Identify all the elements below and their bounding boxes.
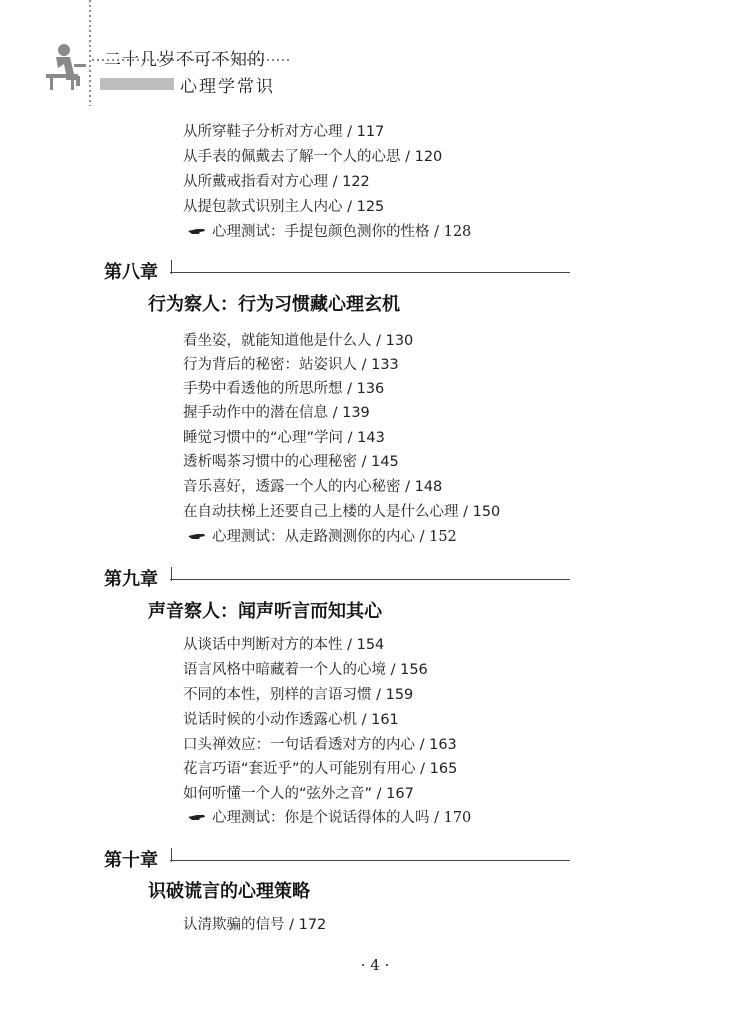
toc-entry[interactable]: 行为背后的秘密：站姿识人 / 133 [183, 357, 399, 373]
chapter-rule [170, 579, 570, 580]
toc-quiz-label: 心理测试：你是个说话得体的人吗 / 170 [212, 810, 472, 826]
toc-entry[interactable]: 从提包款式识别主人内心 / 125 [183, 199, 385, 215]
toc-entry[interactable]: 音乐喜好，透露一个人的内心秘密 / 148 [183, 479, 443, 495]
toc-entry[interactable]: 透析喝茶习惯中的心理秘密 / 145 [183, 454, 399, 470]
pointing-hand-icon [188, 531, 206, 541]
toc-entry[interactable]: 认清欺骗的信号 / 172 [183, 917, 327, 933]
toc-entry[interactable]: 语言风格中暗藏着一个人的心境 / 156 [183, 662, 428, 678]
toc-quiz-entry[interactable] [188, 806, 471, 827]
toc-quiz-label: 心理测试：手提包颜色测你的性格 / 128 [212, 224, 472, 240]
toc-entry[interactable]: 睡觉习惯中的“心理”学问 / 143 [183, 430, 385, 446]
chapter-title[interactable]: 行为察人：行为习惯藏心理玄机 [148, 294, 400, 315]
chapter-label: 第九章 [104, 569, 158, 590]
toc-quiz-entry[interactable] [188, 525, 457, 546]
toc-entry[interactable]: 如何听懂一个人的“弦外之音” / 167 [183, 786, 414, 802]
toc-quiz-entry[interactable] [188, 220, 471, 241]
toc-quiz-label: 心理测试：从走路测测你的内心 / 152 [212, 529, 457, 545]
toc-entry[interactable]: 手势中看透他的所思所想 / 136 [183, 381, 385, 397]
chapter-label: 第八章 [104, 262, 158, 283]
toc-entry[interactable]: 不同的本性，别样的言语习惯 / 159 [183, 687, 414, 703]
chapter-title[interactable]: 识破谎言的心理策略 [148, 881, 310, 902]
chapter-rule [170, 860, 570, 861]
header-book-title-line1: 二十几岁不可不知的 [104, 50, 266, 70]
reading-person-icon [46, 44, 86, 90]
pointing-hand-icon [188, 226, 206, 236]
chapter-title[interactable]: 声音察人：闻声听言而知其心 [148, 601, 382, 622]
pointing-hand-icon [188, 812, 206, 822]
toc-entry[interactable]: 从谈话中判断对方的本性 / 154 [183, 637, 385, 653]
toc-entry[interactable]: 在自动扶梯上还要自己上楼的人是什么心理 / 150 [183, 504, 501, 520]
toc-entry[interactable]: 握手动作中的潜在信息 / 139 [183, 405, 370, 421]
chapter-label: 第十章 [104, 850, 158, 871]
toc-entry[interactable]: 口头禅效应：一句话看透对方的内心 / 163 [183, 737, 457, 753]
chapter-rule [170, 272, 570, 273]
toc-entry[interactable]: 花言巧语“套近乎”的人可能别有用心 / 165 [183, 761, 458, 777]
toc-entry[interactable]: 从手表的佩戴去了解一个人的心思 / 120 [183, 149, 443, 165]
toc-entry[interactable]: 从所戴戒指看对方心理 / 122 [183, 174, 370, 190]
header-book-title-line2: 心理学常识 [180, 77, 275, 97]
toc-entry[interactable]: 说话时候的小动作透露心机 / 161 [183, 712, 399, 728]
page-number: · 4 · [360, 956, 390, 974]
toc-entry[interactable]: 看坐姿，就能知道他是什么人 / 130 [183, 333, 414, 349]
toc-entry[interactable]: 从所穿鞋子分析对方心理 / 117 [183, 124, 385, 140]
